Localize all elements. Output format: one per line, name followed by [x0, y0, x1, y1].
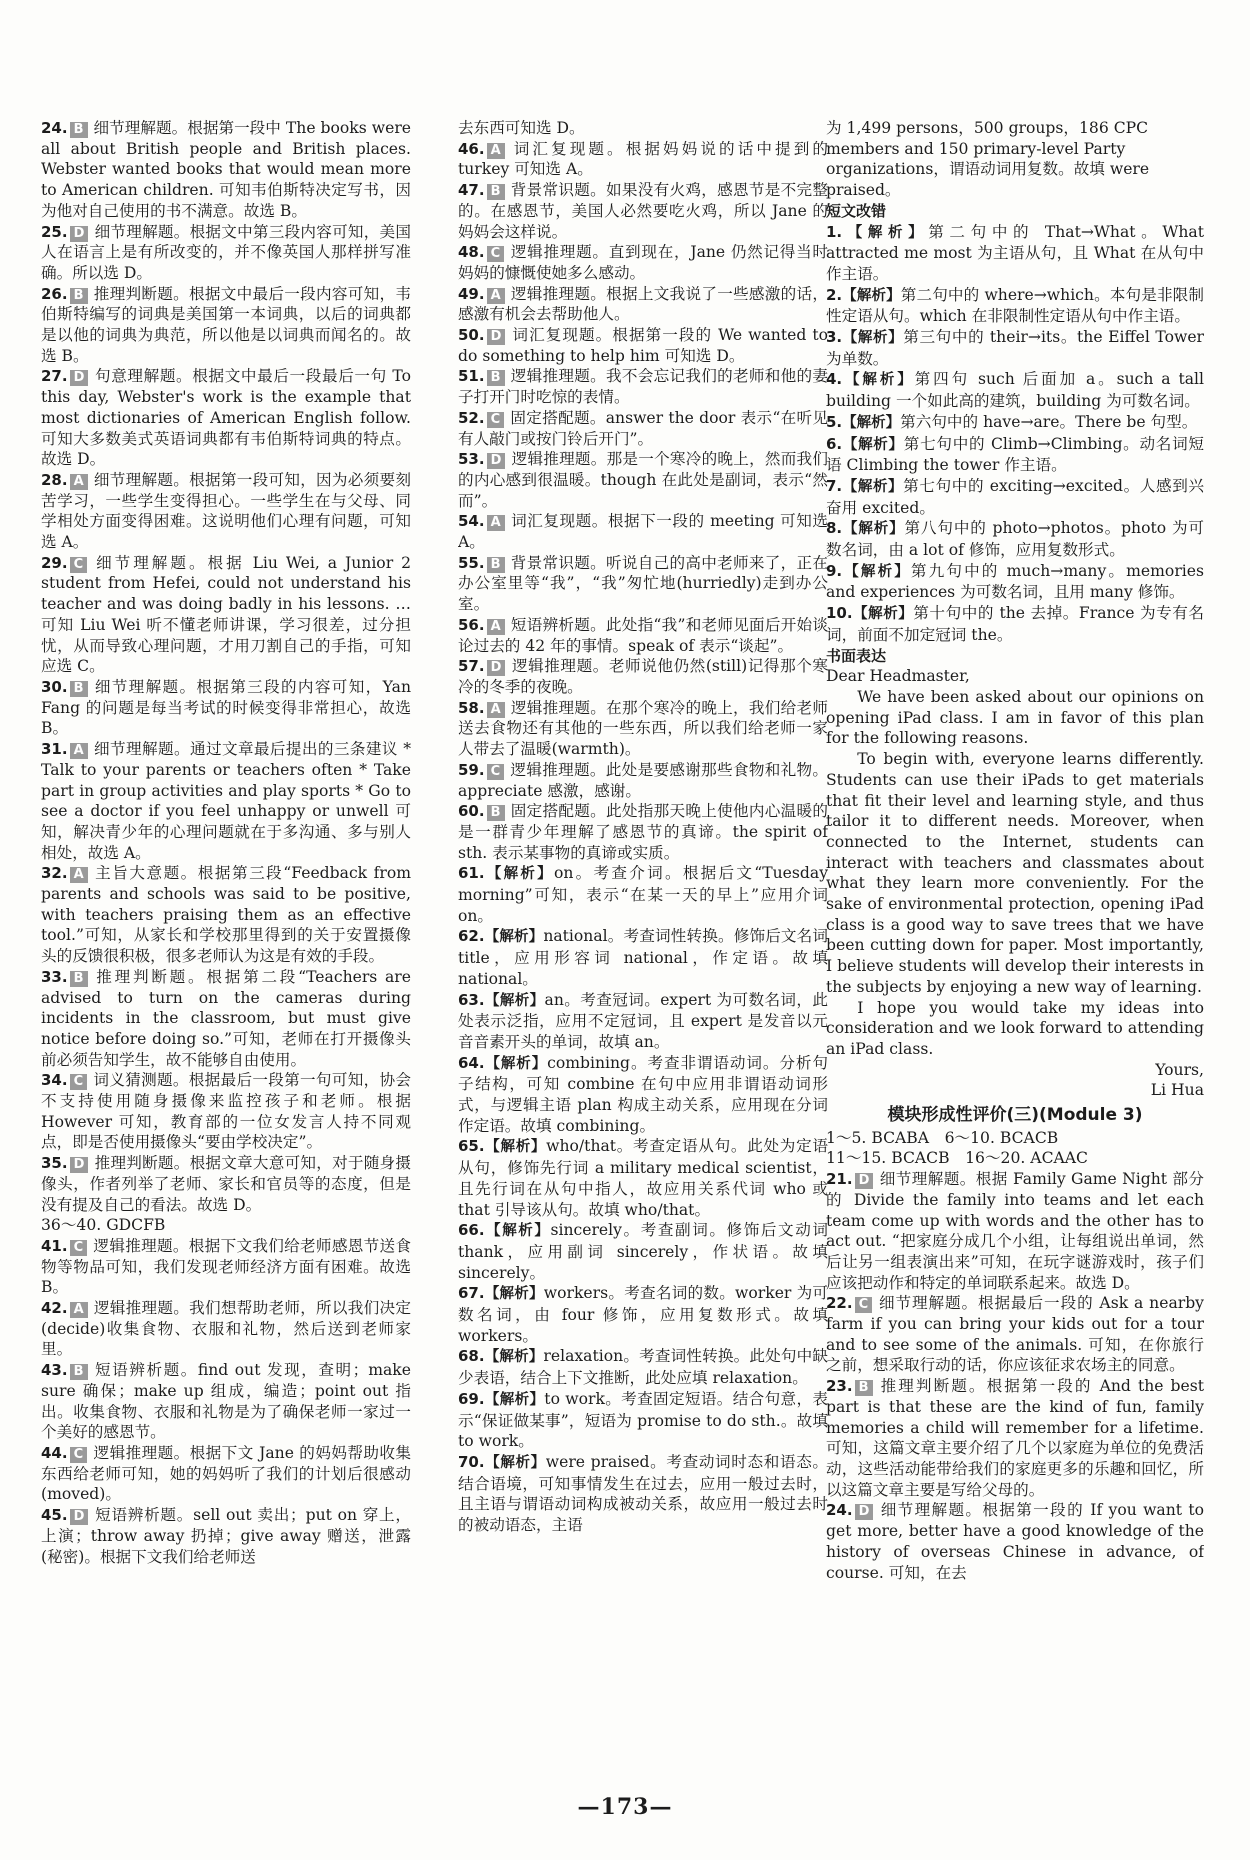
answer-badge: A: [70, 474, 88, 490]
question-number: 62.: [458, 927, 485, 946]
question-number: 70.: [458, 1453, 485, 1471]
question-number: 28.: [41, 470, 68, 489]
explanation-text: 第八句中的 photo→photos。photo 为可数名词，由 a lot of 修饰，应用复数形式。: [826, 519, 1204, 560]
answer-entry: [458, 1452, 828, 1536]
answer-badge: D: [70, 1509, 89, 1525]
question-number: 32.: [41, 864, 68, 883]
answer-entry: [826, 369, 1204, 411]
explanation-text: 主旨大意题。根据第三段“Feedback from parents and schools was said to be positive, with teachers praising them as an effective tool.”可知，从家长和学校那里得到的关于安置摄像头的反馈很积极，很多老师认为这是有效的手段。: [41, 864, 411, 966]
answer-badge: B: [70, 288, 88, 304]
explanation-text: 细节理解题。根据第三段的内容可知，Yan Fang 的问题是每当考试的时候变得非常担心，故选 B。: [41, 677, 411, 738]
explanation-text: 细节理解题。根据最后一段的 Ask a nearby farm if you can bring your kids out for a tour and to see some of the animals. 可知，在你旅行之前，想采取行动的话，你应该征求农场主的同意。: [826, 1294, 1204, 1375]
question-number: 49.: [458, 284, 485, 303]
explanation-text: 词汇复现题。根据第一段的 We wanted to do something to help him 可知选 D。: [458, 326, 828, 365]
answer-entry: [458, 926, 828, 989]
question-number: 27.: [41, 367, 68, 386]
module-title: 模块形成性评价(三)(Module 3): [887, 1105, 1143, 1126]
answer-entry: [41, 366, 411, 470]
answer-entry: [41, 967, 411, 1071]
answer-badge: D: [855, 1504, 874, 1520]
question-number: 68.: [458, 1347, 485, 1366]
answer-entry: [41, 1443, 411, 1505]
question-number: 10.: [826, 604, 853, 623]
answer-badge: B: [855, 1380, 873, 1396]
explanation-text: who/that。考查定语从句。此处为定语从句，修饰先行词 a military medical scientist，且先行词在从句中指人，故应用关系代词 who 或 that 引导该从句。故填 who/that。: [458, 1137, 828, 1219]
question-number: 47.: [458, 181, 485, 200]
answer-entry: [458, 863, 828, 926]
analysis-tag: 【解析】: [842, 436, 904, 453]
model-letter: [826, 666, 1204, 1101]
answer-entry: [41, 1236, 411, 1298]
answer-badge: B: [70, 681, 88, 697]
letter-closing: Yours,: [1155, 1060, 1204, 1079]
analysis-tag: 【解析】: [484, 1055, 548, 1072]
explanation-text: 第十句中的 the 去掉。France 为专有名词，前面不加定冠词 the。: [826, 604, 1204, 644]
explanation-text: 推理判断题。根据第一段的 And the best part is that these are the kind of fun, family memories a child will remember for a lifetime. 可知，这篇文章主要介绍了几个以家庭为单位的免费活动，这些活动能带给我们的家庭更多的乐趣和回忆，所以这篇文章主要是写给父母的。: [826, 1377, 1204, 1499]
question-number: 66.: [458, 1221, 485, 1240]
question-number: 41.: [41, 1236, 68, 1255]
analysis-tag: 【解析】: [484, 1391, 545, 1408]
answer-entry: [458, 990, 828, 1053]
answer-range: 36～40. GDCFB: [41, 1216, 166, 1235]
explanation-text: 推理判断题。根据文中最后一段内容可知，韦伯斯特编写的词典是美国第一本词典，以后的词典都是以他的词典为典范，所以他是以词典而闻名的。故选 B。: [41, 284, 411, 365]
explanation-text: on。考查介词。根据后文“Tuesday morning”可知，表示“在某一天的早上”应用介词 on。: [458, 864, 828, 925]
question-number: 59.: [458, 760, 485, 779]
answer-entry: [41, 118, 411, 222]
answer-badge: B: [487, 805, 505, 821]
answer-entry: [458, 698, 828, 760]
question-number: 45.: [41, 1506, 68, 1525]
explanation-text: 细节理解题。根据 Liu Wei, a Junior 2 student from Hefei, could not understand his teacher and was doing badly in his lessons. …可知 Liu Wei 听不懂老师讲课，学习很差，过分担忧，从而导致心理问题，才用刀割自己的手指，可知应选 C。: [41, 553, 411, 676]
question-number: 46.: [458, 139, 485, 158]
analysis-tag: 【解析】: [842, 287, 901, 304]
answer-entry: [826, 603, 1204, 645]
explanation-text: 推理判断题。根据文章大意可知，对于随身摄像头，作者列举了老师、家长和官员等的态度，但是没有提及自己的看法。故选 D。: [41, 1154, 411, 1214]
question-number: 50.: [458, 326, 485, 345]
answer-entry: [826, 1169, 1204, 1293]
answer-badge: D: [70, 370, 89, 386]
explanation-text: to work。考查固定短语。结合句意，表示“保证做某事”，短语为 promise to do sth.。故填 to work。: [458, 1389, 828, 1451]
answer-entry: [458, 408, 828, 449]
explanation-text: 逻辑推理题。我不会忘记我们的老师和他的妻子打开门时吃惊的表情。: [458, 367, 828, 407]
question-number: 5.: [826, 412, 843, 431]
question-number: 33.: [41, 967, 68, 986]
analysis-tag: 【解析】: [842, 521, 905, 538]
column-middle: [458, 118, 828, 1536]
answer-badge: D: [487, 329, 506, 345]
answer-entry: [41, 1070, 411, 1153]
answer-entry: [826, 285, 1204, 327]
question-number: 53.: [458, 450, 485, 469]
explanation-text: 逻辑推理题。我们想帮助老师，所以我们决定(decide)收集食物、衣服和礼物，然后送到老师家里。: [41, 1299, 411, 1359]
explanation-text: 逻辑推理题。此处是要感谢那些食物和礼物。appreciate 感激，感谢。: [458, 760, 828, 800]
answer-entry: [458, 1389, 828, 1452]
analysis-tag: 【解析】: [842, 414, 901, 431]
question-number: 44.: [41, 1444, 68, 1462]
explanation-text: 短语辨析题。find out 发现，查明；make sure 确保；make up 组成，编造；point out 指出。收集食物、衣服和礼物是为了确保老师一家过一个美好的感恩节。: [41, 1361, 411, 1442]
question-number: 63.: [458, 990, 485, 1009]
answer-entry: [41, 284, 411, 367]
letter-paragraph: To begin with, everyone learns differently. Students can use their iPads to get materials that fit their level and learning style, and thus tailor it to different needs. Moreover, when connected to the Internet, students can interact with teachers and classmates about what they learn more conveniently. For the sake of environmental protection, opening iPad class is a good way to save trees that we have been cutting down for paper. Most importantly, I believe students will develop their interests in the subjects by enjoying a new way of learning.: [826, 750, 1204, 996]
answer-badge: B: [70, 122, 88, 138]
explanation-text: 固定搭配题。此处指那天晚上使他内心温暖的是一群青少年理解了感恩节的真谛。the spirit of sth. 表示某事物的真谛或实质。: [458, 802, 828, 862]
answer-entry: [826, 1293, 1204, 1376]
explanation-text: 推理判断题。根据第二段“Teachers are advised to turn on the cameras during incidents in the classroom, but must give notice before doing so.”可知，老师在打开摄像头前必须告知学生，故不能够自由使用。: [41, 967, 411, 1069]
analysis-tag: 【解析】: [842, 563, 911, 580]
question-number: 25.: [41, 222, 68, 241]
answer-badge: D: [70, 1157, 89, 1173]
question-number: 69.: [458, 1389, 485, 1408]
explanation-text: 逻辑推理题。老师说他仍然(still)记得那个寒冷的冬季的夜晚。: [458, 657, 828, 696]
correction-list: [826, 222, 1204, 646]
answer-line: 1～5. BCABA 6～10. BCACB: [826, 1128, 1059, 1147]
analysis-tag: 【解析】: [842, 330, 904, 347]
answer-entry: [826, 327, 1204, 369]
answer-badge: D: [70, 226, 89, 242]
answer-entry: [41, 1505, 411, 1567]
answer-badge: A: [487, 288, 505, 304]
explanation-text: 第二句中的 where→which。本句是非限制性定语从句。which 在非限制性定语从句中作主语。: [826, 285, 1204, 326]
question-number: 58.: [458, 698, 485, 717]
explanation-text: 第六句中的 have→are。There be 句型。: [900, 412, 1198, 431]
question-number: 67.: [458, 1284, 485, 1303]
explanation-text: national。考查词性转换。修饰后文名词 title，应用形容词 national，作定语。故填 national。: [458, 927, 828, 988]
explanation-text: workers。考查名词的数。worker 为可数名词，由 four 修饰，应用复数形式。故填 workers。: [458, 1284, 828, 1345]
answer-entry: [458, 449, 828, 511]
answer-badge: A: [487, 515, 505, 531]
explanation-text: 第四句 such 后面加 a。such a tall building 一个如此高的建筑，building 为可数名词。: [826, 370, 1204, 411]
question-number: 54.: [458, 512, 485, 531]
answer-entry: [41, 739, 411, 863]
explanation-text: 第三句中的 their→its。the Eiffel Tower 为单数。: [826, 328, 1204, 368]
question-number: 31.: [41, 740, 68, 759]
answer-badge: D: [855, 1173, 874, 1189]
explanation-text: 逻辑推理题。直到现在，Jane 仍然记得当时妈妈的慷慨使她多么感动。: [458, 243, 828, 282]
answer-badge: B: [70, 971, 88, 987]
answer-badge: B: [70, 1364, 88, 1380]
letter-signature: Li Hua: [1150, 1081, 1204, 1100]
explanation-text: sincerely。考查副词。修饰后文动词 thank，应用副词 sincerely，作状语。故填 sincerely。: [458, 1221, 828, 1282]
explanation-text: 第九句中的 much→many。memories and experiences 为可数名词，且用 many 修饰。: [826, 561, 1204, 602]
answer-badge: C: [487, 246, 505, 262]
answer-entry: [458, 511, 828, 552]
answer-badge: B: [487, 370, 505, 386]
analysis-tag: 【解析】: [484, 1139, 547, 1156]
answer-badge: A: [487, 143, 505, 159]
analysis-tag: 【解析】: [484, 1286, 544, 1303]
analysis-tag: 【解析】: [484, 1223, 551, 1240]
analysis-tag: 【解析】: [484, 866, 554, 883]
answer-entry: [826, 222, 1204, 285]
answer-badge: C: [487, 412, 505, 428]
answer-entry: [458, 1346, 828, 1388]
answer-entry: [458, 1220, 828, 1283]
explanation-text: 固定搭配题。answer the door 表示“在听见有人敲门或按门铃后开门”。: [458, 408, 828, 448]
explanation-text: 细节理解题。根据 Family Game Night 部分的 Divide the family into teams and let each team come up with words and the other has to act out. “把家庭分成几个小组，让每组说出单词，然后让另一组表演出来”可知，在玩字谜游戏时，孩子们应该把动作和特定的单词联系起来。故选 D。: [826, 1170, 1204, 1292]
analysis-tag: 【解析】: [842, 478, 904, 495]
question-number: 22.: [826, 1294, 853, 1313]
question-number: 2.: [826, 285, 843, 304]
letter-paragraph: I hope you would take my ideas into consideration and we look forward to attending an iPad class.: [826, 998, 1204, 1058]
question-number: 8.: [826, 519, 843, 538]
answer-range: 去东西可知选 D。: [458, 119, 585, 137]
answer-badge: C: [70, 1074, 88, 1090]
question-number: 9.: [826, 561, 843, 580]
analysis-tag: 【解析】: [842, 224, 929, 241]
column-left: [41, 118, 411, 1567]
answer-entry: [41, 553, 411, 677]
answer-entry: [458, 284, 828, 325]
answer-badge: A: [70, 1302, 88, 1318]
answer-badge: A: [70, 867, 88, 883]
answer-entry: [826, 476, 1204, 518]
analysis-tag: 【解析】: [484, 992, 545, 1009]
explanation-text: 细节理解题。根据文中第三段内容可知，美国人在语言上是有所改变的，并不像英国人那样拼写准确。所以选 D。: [41, 222, 411, 282]
explanation-text: 词汇复现题。根据下一段的 meeting 可知选 A。: [458, 512, 828, 552]
answer-entry: [458, 180, 828, 242]
explanation-text: 逻辑推理题。根据下文 Jane 的妈妈帮助收集东西给老师可知，她的妈妈听了我们的计划后很感动(moved)。: [41, 1444, 411, 1504]
answer-entry: [41, 677, 411, 739]
answer-entry: [41, 1215, 411, 1236]
explanation-text: 逻辑推理题。根据下文我们给老师感恩节送食物等物品可知，我们发现老师经济方面有困难。故选 B。: [41, 1236, 411, 1297]
question-number: 3.: [826, 328, 843, 347]
analysis-tag: 【解析】: [484, 1349, 544, 1366]
explanation-text: 第七句中的 Climb→Climbing。动名词短语 Climbing the tower 作主语。: [826, 434, 1204, 475]
answer-entry: [458, 1053, 828, 1137]
answer-entry: [458, 553, 828, 615]
question-number: 24.: [41, 119, 68, 137]
explanation-text: 细节理解题。根据第一段中 The books were all about British people and British places. Webster wanted books that would mean more to American children. 可知韦伯斯特决定写书，因为他对自己使用的书不满意。故选 B。: [41, 119, 411, 220]
answer-badge: B: [487, 557, 505, 573]
answer-entry: [458, 1136, 828, 1220]
answer-badge: D: [487, 660, 506, 676]
explanation-text: relaxation。考查词性转换。此处句中缺少表语，结合上下文推断，此处应填 relaxation。: [458, 1347, 828, 1388]
explanation-text: 词汇复现题。根据妈妈说的话中提到的 turkey 可知选 A。: [458, 139, 828, 179]
explanation-text: combining。考查非谓语动词。分析句子结构，可知 combine 在句中应用非谓语动词形式，与逻辑主语 plan 构成主动关系，应用现在分词作定语。故填 combining。: [458, 1053, 828, 1135]
question-number: 56.: [458, 615, 485, 634]
answer-entry: [826, 434, 1204, 476]
question-number: 43.: [41, 1361, 68, 1380]
answer-badge: C: [487, 764, 505, 780]
analysis-tag: 【解析】: [842, 372, 915, 389]
answer-entry: [458, 656, 828, 697]
answer-badge: B: [487, 184, 505, 200]
question-number: 55.: [458, 553, 485, 572]
explanation-text: 逻辑推理题。根据上文我说了一些感激的话，感激有机会去帮助他人。: [458, 284, 828, 324]
answer-entry: [458, 1283, 828, 1346]
section-heading-writing: 书面表达: [826, 646, 887, 665]
explanation-text: 第七句中的 exciting→excited。人感到兴奋用 excited。: [826, 476, 1204, 517]
question-number: 65.: [458, 1137, 485, 1156]
page-number: —173—: [577, 1794, 673, 1820]
answer-entry: [458, 118, 828, 139]
answer-badge: A: [70, 743, 88, 759]
answer-entry: [41, 1153, 411, 1215]
answer-entry: [41, 1360, 411, 1443]
explanation-text: 细节理解题。通过文章最后提出的三条建议 * Talk to your parents or teachers often * Take part in group activities and play sports * Go to see a doctor if you feel unhappy or unwell 可知，解决青少年的心理问题就在于多沟通、多与别人相处，故选 A。: [41, 740, 411, 862]
answer-badge: D: [487, 453, 506, 469]
question-number: 61.: [458, 864, 485, 883]
answer-entry: [826, 412, 1204, 434]
explanation-text: 细节理解题。根据第一段的 If you want to get more, better have a good knowledge of the history of overseas Chinese in advance, of course. 可知，在去: [826, 1501, 1204, 1582]
answer-entry: [458, 801, 828, 863]
explanation-text: 背景常识题。听说自己的高中老师来了，正在办公室里等“我”，“我”匆忙地(hurriedly)走到办公室。: [458, 553, 828, 614]
question-number: 48.: [458, 243, 485, 262]
letter-salutation: Dear Headmaster,: [826, 667, 970, 686]
answer-entry: [458, 615, 828, 656]
explanation-text: 逻辑推理题。在那个寒冷的晚上，我们给老师送去食物还有其他的一些东西，所以我们给老师一家人带去了温暖(warmth)。: [458, 698, 828, 759]
question-number: 23.: [826, 1377, 853, 1396]
answer-badge: C: [70, 1240, 88, 1256]
answer-badge: C: [70, 1447, 88, 1463]
explanation-text: 句意理解题。根据文中最后一段最后一句 To this day, Webster's work is the example that most dictionaries of American English follow. 可知大多数美式英语词典都有韦伯斯特词典的特点。故选 D。: [41, 367, 411, 469]
answer-badge: C: [70, 557, 88, 573]
question-number: 42.: [41, 1299, 68, 1318]
explanation-text: 背景常识题。如果没有火鸡，感恩节是不完整的。在感恩节，美国人必然要吃火鸡，所以 Jane 的妈妈会这样说。: [458, 181, 828, 241]
answer-badge: A: [487, 619, 505, 635]
analysis-tag: 【解析】: [852, 606, 914, 623]
explanation-text: an。考查冠词。expert 为可数名词，此处表示泛指，应用不定冠词，且 expert 是发音以元音音素开头的单词，故填 an。: [458, 990, 828, 1051]
answer-entry: [458, 139, 828, 180]
answer-entry: [458, 325, 828, 366]
answer-entry: [826, 561, 1204, 603]
explanation-text: 细节理解题。根据第一段可知，因为必须要刻苦学习，一些学生变得担心。一些学生在与父母、同学相处方面变得困难。这说明他们心理有问题，可知选 A。: [41, 470, 411, 552]
explanation-text: 第二句中的 That→What。What attracted me most 为主语从句，且 What 在从句中作主语。: [826, 222, 1204, 283]
question-number: 30.: [41, 677, 68, 696]
analysis-tag: 【解析】: [484, 1455, 546, 1471]
question-number: 21.: [826, 1170, 853, 1189]
explanation-text: 短语辨析题。sell out 卖出；put on 穿上，上演；throw away 扔掉；give away 赠送，泄露(秘密)。根据下文我们给老师送: [41, 1506, 411, 1566]
analysis-tag: 【解析】: [484, 929, 544, 946]
question-number: 26.: [41, 284, 68, 303]
question-number: 57.: [458, 657, 485, 676]
answer-badge: A: [487, 702, 505, 718]
answer-badge: C: [855, 1297, 873, 1313]
question-number: 60.: [458, 802, 485, 821]
question-number: 64.: [458, 1053, 485, 1072]
question-number: 34.: [41, 1071, 68, 1090]
question-number: 6.: [826, 434, 843, 453]
question-number: 24.: [826, 1501, 853, 1520]
question-number: 4.: [826, 370, 843, 389]
question-number: 51.: [458, 367, 485, 386]
question-number: 29.: [41, 553, 68, 572]
explanation-text: 词义猜测题。根据最后一段第一句可知，协会不支持使用随身摄像来监控孩子和老师。根据 However 可知，教育部的一位女发言人持不同观点，即是否使用摄像头“要由学校决定”。: [41, 1071, 411, 1152]
letter-paragraph: We have been asked about our opinions on opening iPad class. I am in favor of this plan for the following reasons.: [826, 687, 1204, 748]
answer-entry: [458, 366, 828, 407]
continued-explanation: 为 1,499 persons，500 groups，186 CPC members and 150 primary-level Party organizations，谓语动词用复数。故填 were praised。: [826, 119, 1150, 200]
answer-entry: [41, 863, 411, 967]
answer-entry: [458, 760, 828, 801]
question-number: 1.: [826, 222, 843, 241]
answer-entry: [826, 518, 1204, 560]
explanation-text: were praised。考查动词时态和语态。结合语境，可知事情发生在过去，应用一般过去时，且主语与谓语动词构成被动关系，故应用一般过去时的被动语态，主语: [458, 1453, 828, 1535]
answer-entry: [41, 1298, 411, 1360]
answer-entry: [826, 1376, 1204, 1500]
question-number: 7.: [826, 476, 843, 495]
answer-line: 11～15. BCACB 16～20. ACAAC: [826, 1149, 1088, 1168]
explanation-text: 短语辨析题。此处指“我”和老师见面后开始谈论过去的 42 年的事情。speak of 表示“谈起”。: [458, 615, 828, 655]
answer-entry: [826, 1500, 1204, 1583]
answer-entry: [458, 242, 828, 283]
column-right: [826, 118, 1204, 1583]
explanation-text: 逻辑推理题。那是一个寒冷的晚上，然而我们的内心感到很温暖。though 在此处是副词，表示“然而”。: [458, 450, 828, 510]
question-number: 35.: [41, 1154, 68, 1173]
answer-entry: [41, 470, 411, 553]
answer-entry: [41, 222, 411, 284]
explanation-list: [826, 1169, 1204, 1583]
question-number: 52.: [458, 408, 485, 427]
section-heading-correction: 短文改错: [826, 201, 887, 220]
